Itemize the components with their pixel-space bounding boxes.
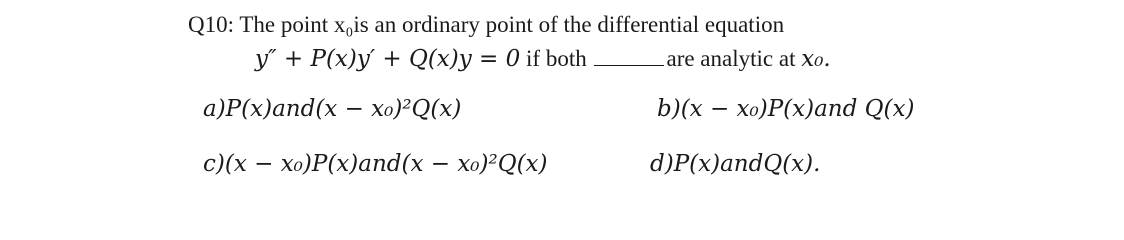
differential-equation: y″ + P(x)y′ + Q(x)y = 0 bbox=[255, 46, 521, 72]
question-text: Q10: The point x₀is an ordinary point of the differential equation bbox=[188, 12, 785, 37]
option-c-text: c)(x − x₀)P(x)and(x − x₀)²Q(x) bbox=[203, 151, 548, 177]
point-symbol: x₀. bbox=[801, 46, 831, 72]
question-line-1 bbox=[188, 11, 784, 39]
option-a-text: a)P(x)and(x − x₀)²Q(x) bbox=[203, 96, 462, 122]
question-continuation: are analytic at bbox=[666, 46, 802, 71]
question-line-2 bbox=[255, 45, 831, 73]
answer-blank bbox=[594, 47, 664, 66]
option-a[interactable] bbox=[203, 95, 461, 123]
option-c[interactable] bbox=[203, 150, 548, 178]
option-d-text: d)P(x)andQ(x). bbox=[650, 151, 821, 177]
option-d[interactable] bbox=[650, 150, 820, 178]
option-b-text: b)(x − x₀)P(x)and Q(x) bbox=[657, 96, 915, 122]
option-b[interactable] bbox=[657, 95, 914, 123]
question-connector: if both bbox=[520, 46, 593, 71]
